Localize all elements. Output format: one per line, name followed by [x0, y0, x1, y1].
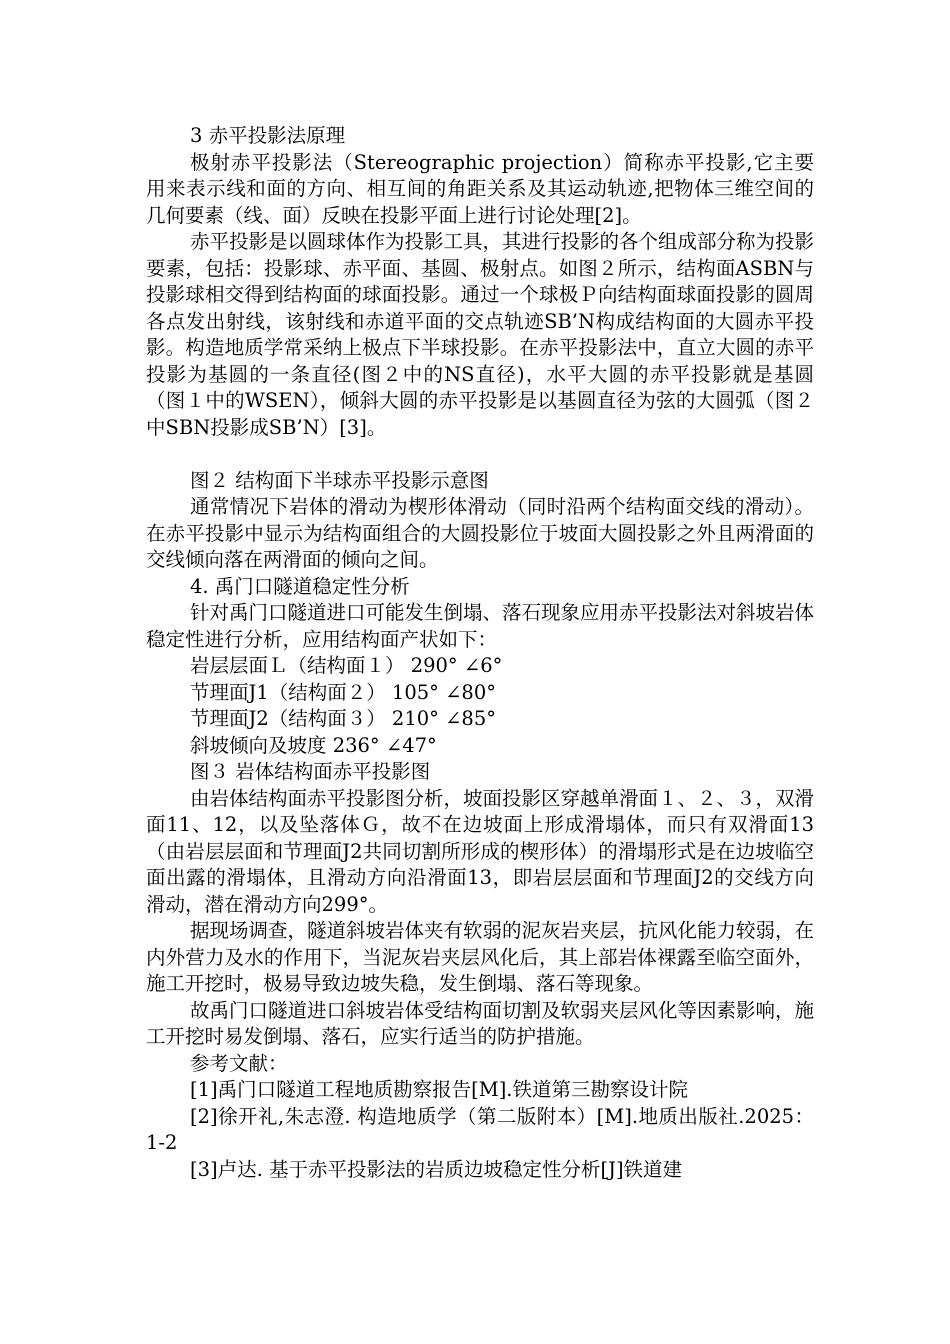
figure-3-caption: 图３ 岩体结构面赤平投影图 [190, 760, 431, 783]
document-body [146, 123, 814, 1183]
paragraph-conclusion: 故禹门口隧道进口斜坡岩体受结构面切割及软弱夹层风化等因素影响，施工开挖时易发倒塌、落石，应实行适当的防护措施。 [146, 998, 815, 1048]
paragraph-definition: 极射赤平投影法（Stereographic projection）简称赤平投影,它主要用来表示线和面的方向、相互间的角距关系及其运动轨迹,把物体三维空间的几何要素（线、面）反映在投影平面上进行讨论处理[2]。 [146, 150, 814, 227]
paragraph-analysis-intro: 针对禹门口隧道进口可能发生倒塌、落石现象应用赤平投影法对斜坡岩体稳定性进行分析，应用结构面产状如下： [146, 601, 815, 651]
reference-3: [3]卢达. 基于赤平投影法的岩质边坡稳定性分析[J]铁道建 [190, 1157, 683, 1181]
paragraph-projection-analysis: 由岩体结构面赤平投影图分析，坡面投影区穿越单滑面１、２、３，双滑面11、12，以及坠落体Ｇ，故不在边坡面上形成滑塌体，而只有双滑面13（由岩层层面和节理面J2共同切割所形成的楔形体）的滑塌形式是在边坡临空面出露的滑塌体，且滑动方向沿滑面13，即岩层层面和节理面J2的交线方向滑动，潜在滑动方向299°。 [146, 786, 815, 916]
blank-line [146, 441, 814, 468]
paragraph-field-survey: 据现场调查，隧道斜坡岩体夹有软弱的泥灰岩夹层，抗风化能力较弱，在内外营力及水的作用下，当泥灰岩夹层风化后，其上部岩体裸露至临空面外，施工开挖时，极易导致边坡失稳，发生倒塌、落石等现象。 [146, 919, 815, 995]
paragraph-wedge-sliding: 通常情况下岩体的滑动为楔形体滑动（同时沿两个结构面交线的滑动）。在赤平投影中显示为结构面组合的大圆投影位于坡面大圆投影之外且两滑面的交线倾向落在两滑面的倾向之间。 [146, 495, 814, 571]
reference-2: [2]徐开礼,朱志澄. 构造地质学（第二版附本）[M].地质出版社.2025：1-2 [146, 1104, 814, 1154]
attitude-joint-j2: 节理面J2（结构面３） 210° ∠85° [190, 707, 496, 730]
reference-1: [1]禹门口隧道工程地质勘察报告[M].铁道第三勘察设计院 [190, 1078, 689, 1101]
attitude-joint-j1: 节理面J1（结构面２） 105° ∠80° [190, 680, 496, 704]
section-heading-4: 4. 禹门口隧道稳定性分析 [190, 574, 410, 598]
figure-2-caption: 图２ 结构面下半球赤平投影示意图 [190, 468, 489, 492]
attitude-slope: 斜坡倾向及坡度 236° ∠47° [190, 733, 437, 757]
references-heading: 参考文献： [190, 1051, 288, 1075]
paragraph-projection-elements: 赤平投影是以圆球体作为投影工具，其进行投影的各个组成部分称为投影要素，包括：投影球、赤平面、基圆、极射点。如图２所示，结构面ASBN与投影球相交得到结构面的球面投影。通过一个球极Ｐ向结构面球面投影的圆周各点发出射线，该射线和赤道平面的交点轨迹SB’N构成结构面的大圆赤平投影。构造地质学常采纳上极点下半球投影。在赤平投影法中，直立大圆的赤平投影为基圆的一条直径(图２中的NS直径)，水平大圆的赤平投影就是基圆（图１中的WSEN），倾斜大圆的赤平投影是以基圆直径为弦的大圆弧（图２中SBN投影成SB’N）[3]。 [146, 230, 815, 439]
attitude-bedding-plane: 岩层层面Ｌ（结构面１） 290° ∠6° [190, 654, 503, 677]
section-heading-3: 3 赤平投影法原理 [190, 124, 346, 147]
